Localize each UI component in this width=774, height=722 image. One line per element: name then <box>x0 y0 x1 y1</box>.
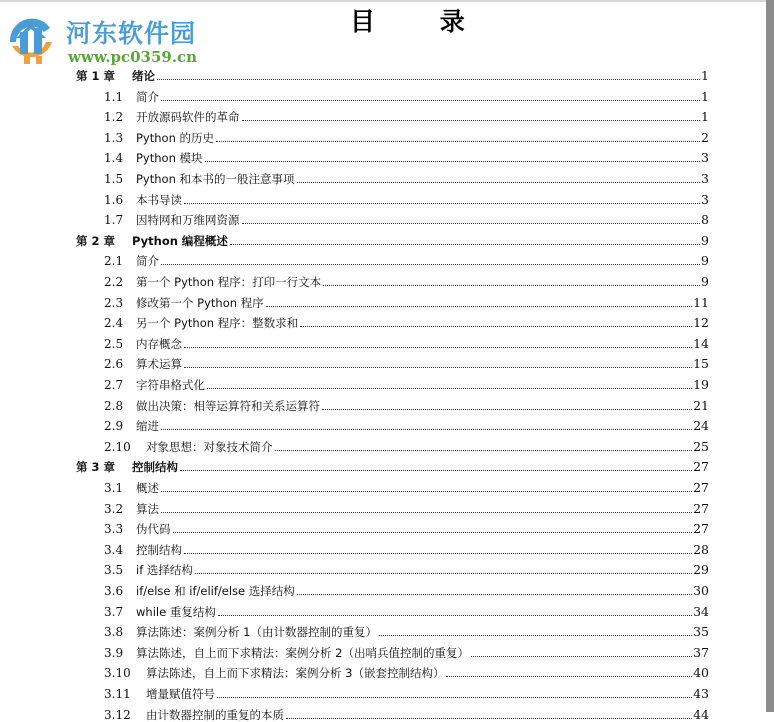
section-number: 2.4 <box>104 316 124 331</box>
section-title: 因特网和万维网资源 <box>136 213 240 228</box>
toc-section-row[interactable] <box>104 516 709 536</box>
section-title: 算法陈述，自上而下求精法：案例分析 2（出哨兵值控制的重复） <box>136 645 469 660</box>
toc-chapter-row[interactable] <box>76 63 709 83</box>
page-number: 28 <box>693 541 709 557</box>
toc-section-row[interactable] <box>104 660 709 680</box>
section-title: 由计数器控制的重复的本质 <box>146 707 284 722</box>
section-number: 2.1 <box>104 254 124 269</box>
section-number: 2.8 <box>104 398 124 413</box>
section-number: 3.3 <box>104 522 124 537</box>
section-number: 1.5 <box>104 172 124 186</box>
section-title: while 重复结构 <box>136 604 216 619</box>
section-number: 3.5 <box>104 563 124 578</box>
section-title: 对象思想：对象技术简介 <box>146 439 273 454</box>
section-number: 1.7 <box>104 213 124 228</box>
page-number: 27 <box>693 459 709 475</box>
page-number: 8 <box>701 212 709 228</box>
toc-section-row[interactable] <box>104 125 709 145</box>
toc-section-row[interactable] <box>104 619 709 639</box>
section-title: Python 模块 <box>136 151 203 166</box>
section-number: 2.6 <box>104 357 124 372</box>
page-number: 19 <box>693 377 709 392</box>
section-title: 缩进 <box>136 419 159 434</box>
page-number: 27 <box>693 480 709 495</box>
page-number: 35 <box>693 624 709 640</box>
toc-section-row[interactable] <box>104 104 709 124</box>
chapter-label: 第 2 章 <box>76 233 116 248</box>
toc-section-row[interactable] <box>104 145 709 165</box>
dot-leader <box>161 263 700 265</box>
dot-leader <box>286 717 692 719</box>
section-number: 2.3 <box>104 295 124 310</box>
dot-leader <box>471 655 692 657</box>
vertical-scrollbar[interactable] <box>766 0 774 712</box>
chapter-title: 控制结构 <box>132 460 178 475</box>
dot-leader <box>161 428 692 430</box>
chapter-title: 绪论 <box>132 69 155 83</box>
dot-leader <box>242 119 701 121</box>
page-number: 11 <box>693 294 709 310</box>
page-number: 34 <box>693 603 709 619</box>
toc-section-row[interactable] <box>104 537 709 557</box>
dot-leader <box>275 449 693 451</box>
page-number: 1 <box>701 68 709 83</box>
dot-leader <box>184 202 700 204</box>
section-number: 3.2 <box>104 501 124 516</box>
page-number: 44 <box>693 706 709 722</box>
toc-section-row[interactable] <box>104 84 709 104</box>
toc-section-row[interactable] <box>104 393 709 413</box>
section-title: if/else 和 if/elif/else 选择结构 <box>136 584 295 598</box>
toc-section-row[interactable] <box>104 496 709 516</box>
page-number: 37 <box>693 644 709 660</box>
dot-leader <box>180 469 692 471</box>
section-number: 1.6 <box>104 192 124 207</box>
toc-section-row[interactable] <box>104 187 709 207</box>
section-number: 3.9 <box>104 645 124 660</box>
section-number: 3.6 <box>104 584 124 598</box>
toc-section-row[interactable] <box>104 290 709 310</box>
page-number: 1 <box>701 88 709 104</box>
dot-leader <box>205 160 701 162</box>
section-title: 做出决策：相等运算符和关系运算符 <box>136 398 320 413</box>
toc-section-row[interactable] <box>104 640 709 660</box>
dot-leader <box>184 366 692 368</box>
page-number: 1 <box>701 109 709 125</box>
dot-leader <box>161 511 692 513</box>
page-number: 40 <box>693 665 709 681</box>
dot-leader <box>157 78 700 80</box>
toc-section-row[interactable] <box>104 413 709 433</box>
dot-leader <box>207 387 692 389</box>
section-title: 另一个 Python 程序：整数求和 <box>136 316 299 331</box>
dot-leader <box>297 593 692 595</box>
dot-leader <box>323 284 700 286</box>
toc-section-row[interactable] <box>104 331 709 351</box>
dot-leader <box>161 99 700 101</box>
section-number: 3.7 <box>104 604 124 619</box>
section-number: 1.2 <box>104 110 124 125</box>
chapter-title: Python 编程概述 <box>132 233 228 248</box>
section-title: 概述 <box>136 481 159 495</box>
dot-leader <box>217 696 692 698</box>
page-number: 15 <box>693 356 709 372</box>
toc-section-row[interactable] <box>104 248 709 268</box>
toc-section-row[interactable] <box>104 207 709 227</box>
section-title: if 选择结构 <box>136 563 193 578</box>
dot-leader <box>266 305 692 307</box>
section-number: 2.9 <box>104 419 124 434</box>
toc-section-row[interactable] <box>104 557 709 577</box>
toc-section-row[interactable] <box>104 351 709 371</box>
dot-leader <box>195 572 692 574</box>
watermark-site-name: 河东软件园 <box>66 19 197 48</box>
section-title: 算法陈述：案例分析 1（由计数器控制的重复） <box>136 625 377 640</box>
section-number: 1.4 <box>104 151 124 166</box>
toc-section-row[interactable] <box>104 475 709 495</box>
dot-leader <box>184 552 692 554</box>
section-title: 控制结构 <box>136 542 182 557</box>
page-number: 27 <box>693 500 709 516</box>
page-number: 21 <box>693 397 709 413</box>
section-title: 伪代码 <box>136 522 171 537</box>
section-title: 开放源码软件的革命 <box>136 110 240 125</box>
section-number: 2.7 <box>104 378 124 392</box>
section-title: 简介 <box>136 89 159 104</box>
page-number: 30 <box>693 583 709 598</box>
dot-leader <box>242 222 701 224</box>
dot-leader <box>216 140 700 142</box>
section-number: 3.1 <box>104 481 124 495</box>
page-number: 2 <box>701 129 709 145</box>
section-number: 3.8 <box>104 625 124 640</box>
toc-section-row[interactable] <box>104 310 709 330</box>
page-number: 3 <box>701 150 709 166</box>
dot-leader <box>173 531 693 533</box>
section-title: 字符串格式化 <box>136 378 205 392</box>
section-number: 2.2 <box>104 275 124 289</box>
section-title: 算法陈述，自上而下求精法：案例分析 3（嵌套控制结构） <box>146 666 445 681</box>
section-title: 算术运算 <box>136 357 182 372</box>
page-number: 9 <box>701 274 709 289</box>
section-title: 算法 <box>136 501 159 516</box>
toc-section-row[interactable] <box>104 166 709 186</box>
toc-section-row[interactable] <box>104 599 709 619</box>
dot-leader <box>446 675 692 677</box>
section-title: Python 和本书的一般注意事项 <box>136 172 295 186</box>
toc-section-row[interactable] <box>104 269 709 289</box>
page-number: 25 <box>693 438 709 454</box>
toc-chapter-row[interactable] <box>76 454 709 474</box>
toc-section-row[interactable] <box>104 681 709 701</box>
section-number: 3.4 <box>104 542 124 557</box>
section-title: 增量赋值符号 <box>146 687 215 701</box>
dot-leader <box>230 243 700 245</box>
page-number: 24 <box>693 418 709 434</box>
dot-leader <box>297 181 701 183</box>
section-number: 3.10 <box>104 666 131 681</box>
page-number: 3 <box>701 191 709 207</box>
dot-leader <box>300 325 692 327</box>
dot-leader <box>161 490 692 492</box>
page-number: 12 <box>693 315 709 331</box>
dot-leader <box>184 346 692 348</box>
toc-section-row[interactable] <box>104 434 709 454</box>
page-number: 9 <box>701 253 709 269</box>
page-number: 29 <box>693 562 709 578</box>
page-title: 目 录 <box>350 7 493 36</box>
watermark-url: www.pc0359.cn <box>68 48 198 66</box>
toc-section-row[interactable] <box>104 578 709 598</box>
section-title: 修改第一个 Python 程序 <box>136 295 264 310</box>
page-number: 14 <box>693 335 709 351</box>
section-title: 内存概念 <box>136 336 182 351</box>
toc-chapter-row[interactable] <box>76 228 709 248</box>
section-number: 2.10 <box>104 439 131 454</box>
chapter-label: 第 1 章 <box>76 69 116 83</box>
section-number: 3.11 <box>104 687 131 701</box>
section-title: 第一个 Python 程序：打印一行文本 <box>136 275 322 289</box>
page-number: 27 <box>693 521 709 537</box>
section-title: Python 的历史 <box>136 130 215 145</box>
dot-leader <box>322 408 692 410</box>
dot-leader <box>379 634 692 636</box>
section-number: 2.5 <box>104 336 124 351</box>
section-number: 1.3 <box>104 130 124 145</box>
chapter-label: 第 3 章 <box>76 460 116 475</box>
site-logo-icon <box>4 12 60 68</box>
dot-leader <box>218 614 692 616</box>
section-title: 简介 <box>136 254 159 269</box>
section-number: 3.12 <box>104 707 131 722</box>
section-title: 本书导读 <box>136 192 182 207</box>
page-number: 3 <box>701 171 709 186</box>
toc-section-row[interactable] <box>104 372 709 392</box>
section-number: 1.1 <box>104 89 124 104</box>
page-number: 43 <box>693 686 709 701</box>
page-number: 9 <box>701 232 709 248</box>
watermark <box>2 8 232 70</box>
